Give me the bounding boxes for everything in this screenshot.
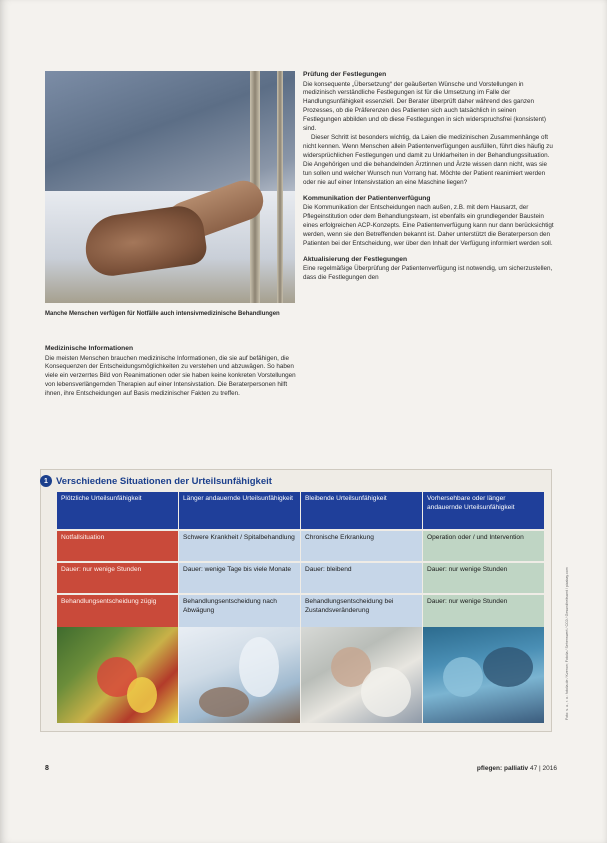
- table-header: Bleibende Urteilsunfähigkeit: [301, 492, 422, 529]
- section-paragraph: Die Kommunikation der Entscheidungen nach außen, z.B. mit dem Hausarzt, der Pflegeinstitution oder dem Behandlungsteam, ist ebenfalls ein grundlegender Baustein eines erfolgreichen ACP-Konzepts. Eine Patientenverfügung kann nur dann berücksichtigt werden, wenn sie den Betreffenden bekannt ist. Daher unterstützt die Beraterperson den Patienten bei der Entscheidung, wer über den Inhalt der Verfügung informiert werden soll.: [303, 204, 554, 248]
- table-cell: Dauer: nur wenige Stunden: [423, 595, 544, 629]
- table-header: Länger andauernde Urteilsunfähigkeit: [179, 492, 300, 529]
- elderly-care-photo: [301, 627, 422, 723]
- section-body: Die meisten Menschen brauchen medizinische Informationen, die sie auf befähigen, die Konsequenzen der Entscheidungsmöglichkeiten zu verstehen und abzuwägen. So haben viele ein verzerrtes Bild von Reanimationen oder sie haben keine konkreten Vorstellungen von lebensverlängernden Therapien auf einer Intensivstation. Die Beraterpersonen hilft ihnen, ihre Entscheidungen auf Basis medizinischer Fakten zu treffen.: [45, 354, 296, 398]
- situation-photos: [57, 627, 543, 723]
- emergency-rescue-photo: [57, 627, 178, 723]
- section-paragraph: Eine regelmäßige Überprüfung der Patientenverfügung ist notwendig, um sicherzustellen, dass die Festlegungen den: [303, 265, 553, 282]
- section-heading: Aktualisierung der Festlegungen: [303, 255, 408, 263]
- page-number: 8: [45, 765, 49, 772]
- magazine-name: pflegen: palliativ: [476, 765, 529, 772]
- hospital-hand-photo: [45, 71, 295, 303]
- table-cell: Dauer: nur wenige Stunden: [423, 563, 544, 593]
- situation-table: [57, 492, 543, 629]
- magazine-footer: [477, 765, 557, 772]
- section-heading: Prüfung der Festlegungen: [303, 71, 387, 78]
- table-cell: Behandlungsentscheidung zügig: [57, 595, 178, 629]
- photo-caption: Manche Menschen verfügen für Notfälle auch intensivmedizinische Behandlungen: [45, 311, 280, 317]
- section-heading: Medizinische Informationen: [45, 345, 134, 352]
- table-header: Vorhersehbare oder länger andauernde Urteilsunfähigkeit: [423, 492, 544, 529]
- table-cell: Schwere Krankheit / Spitalbehandlung: [179, 531, 300, 561]
- section-paragraph: Die konsequente „Übersetzung“ der geäußerten Wünsche und Vorstellungen in medizinisch verständliche Festlegungen ist für die Umsetzung im Falle der Handlungsunfähigkeit essenziell. Der Berater überprüft daher während des ganzen Prozesses, ob die Präferenzen des Patienten sich auch tatsächlich in seinen Festlegungen abbilden und ob diese Festlegungen in sich widerspruchsfrei (konsistent) sind.: [303, 80, 546, 133]
- table-cell: Operation oder / und Intervention: [423, 531, 544, 561]
- photo-credit: Foto: s. u., r. o.: fotolia.de / Kzenon; Fotolia / Sehenswert / CC0 / Gesundheitsamt / pixabay.com: [565, 567, 569, 720]
- info-box-title: [40, 474, 272, 488]
- number-badge: 1: [40, 475, 52, 487]
- table-cell: Dauer: wenige Tage bis viele Monate: [179, 563, 300, 593]
- table-header: Plötzliche Urteilsunfähigkeit: [57, 492, 178, 529]
- operating-room-photo: [423, 627, 544, 723]
- table-cell: Behandlungsentscheidung nach Abwägung: [179, 595, 300, 629]
- info-box-heading: Verschiedene Situationen der Urteilsunfähigkeit: [56, 475, 272, 487]
- table-cell: Dauer: nur wenige Stunden: [57, 563, 178, 593]
- section-heading: Kommunikation der Patientenverfügung: [303, 194, 431, 202]
- table-cell: Behandlungsentscheidung bei Zustandsveränderung: [301, 595, 422, 629]
- table-cell: Dauer: bleibend: [301, 563, 422, 593]
- section-paragraph: Dieser Schritt ist besonders wichtig, da Laien die medizinischen Zusammenhänge oft nicht kennen. Wenn Menschen allein Patientenverfügungen ausfüllen, führt dies häufig zu widersprüchlichen Festlegungen und damit zu Unklarheiten in der Behandlungssituation. Die Angehörigen und die behandelnden Ärztinnen und Ärzte wissen dann nicht, was sie tun sollen und welcher Wunsch nun Vorrang hat. Möchte der Patient reanimiert werden oder nie auf einer Intensivstation an eine Maschine liegen?: [303, 134, 553, 186]
- magazine-issue: 47 | 2016: [530, 765, 557, 772]
- hospital-care-photo: [179, 627, 300, 723]
- left-column: [45, 344, 297, 405]
- right-column: [303, 70, 556, 289]
- table-cell: Chronische Erkrankung: [301, 531, 422, 561]
- table-cell: Notfallsituation: [57, 531, 178, 561]
